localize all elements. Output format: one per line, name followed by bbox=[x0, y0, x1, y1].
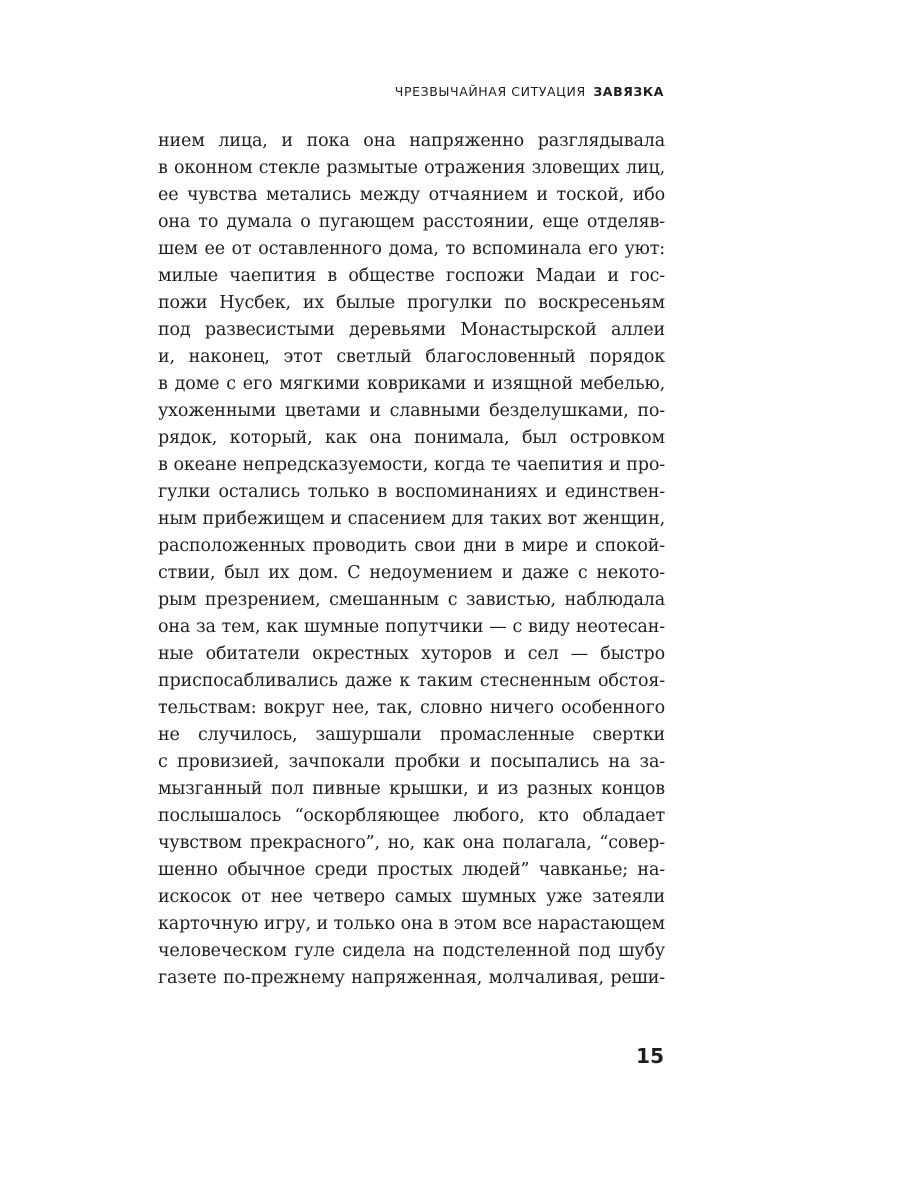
text-line: ным прибежищем и спасением для таких вот женщин, bbox=[158, 509, 665, 529]
text-line: ные обитатели окрестных хуторов и сел — быстро bbox=[158, 644, 665, 664]
text-line: ствии, был их дом. С недоумением и даже с некото- bbox=[158, 563, 665, 583]
text-line: и, наконец, этот светлый благословенный порядок bbox=[158, 347, 665, 367]
text-line: ухоженными цветами и славными безделушками, по- bbox=[158, 401, 665, 421]
text-line: ее чувства метались между отчаянием и тоской, ибо bbox=[158, 185, 665, 205]
text-line: нием лица, и пока она напряженно разглядывала bbox=[158, 131, 665, 151]
text-line: она за тем, как шумные попутчики — с виду неотесан- bbox=[158, 617, 665, 637]
text-line: в доме с его мягкими ковриками и изящной мебелью, bbox=[158, 374, 665, 394]
text-line: в оконном стекле размытые отражения зловещих лиц, bbox=[158, 158, 665, 178]
text-line: рым презрением, смешанным с завистью, наблюдала bbox=[158, 590, 665, 610]
text-line: шенно обычное среди простых людей” чавканье; на- bbox=[158, 860, 665, 880]
text-line: под развесистыми деревьями Монастырской аллеи bbox=[158, 320, 665, 340]
text-line: пожи Нусбек, их былые прогулки по воскресеньям bbox=[158, 293, 665, 313]
text-line: гулки остались только в воспоминаниях и единствен- bbox=[158, 482, 665, 502]
text-line: рядок, который, как она понимала, был островком bbox=[158, 428, 665, 448]
text-line: в океане непредсказуемости, когда те чаепития и про- bbox=[158, 455, 665, 475]
text-line: с провизией, зачпокали пробки и посыпались на за- bbox=[158, 752, 665, 772]
text-line: приспосабливались даже к таким стесненным обстоя- bbox=[158, 671, 665, 691]
text-line: человеческом гуле сидела на подстеленной под шубу bbox=[158, 941, 665, 961]
text-line: не случилось, зашуршали промасленные свертки bbox=[158, 725, 665, 745]
text-line: послышалось “оскорбляющее любого, кто обладает bbox=[158, 806, 665, 826]
text-line: искосок от нее четверо самых шумных уже затеяли bbox=[158, 887, 665, 907]
text-line: милые чаепития в обществе госпожи Мадаи и гос- bbox=[158, 266, 665, 286]
text-line: она то думала о пугающем расстоянии, еще отделяв- bbox=[158, 212, 665, 232]
running-head-chapter: ЗАВЯЗКА bbox=[593, 84, 664, 99]
page-number: 15 bbox=[636, 1044, 664, 1068]
running-head bbox=[395, 84, 664, 99]
text-line: шем ее от оставленного дома, то вспоминала его уют: bbox=[158, 239, 665, 259]
running-head-section: ЧРЕЗВЫЧАЙНАЯ СИТУАЦИЯ bbox=[394, 84, 586, 99]
body-text bbox=[158, 128, 665, 992]
text-line: мызганный пол пивные крышки, и из разных концов bbox=[158, 779, 665, 799]
text-line: газете по-прежнему напряженная, молчаливая, реши- bbox=[158, 968, 665, 988]
text-line: расположенных проводить свои дни в мире и спокой- bbox=[158, 536, 665, 556]
text-line: карточную игру, и только она в этом все нарастающем bbox=[158, 914, 665, 934]
text-line: чувством прекрасного”, но, как она полагала, “совер- bbox=[158, 833, 665, 853]
text-line: тельствам: вокруг нее, так, словно ничего особенного bbox=[158, 698, 665, 718]
